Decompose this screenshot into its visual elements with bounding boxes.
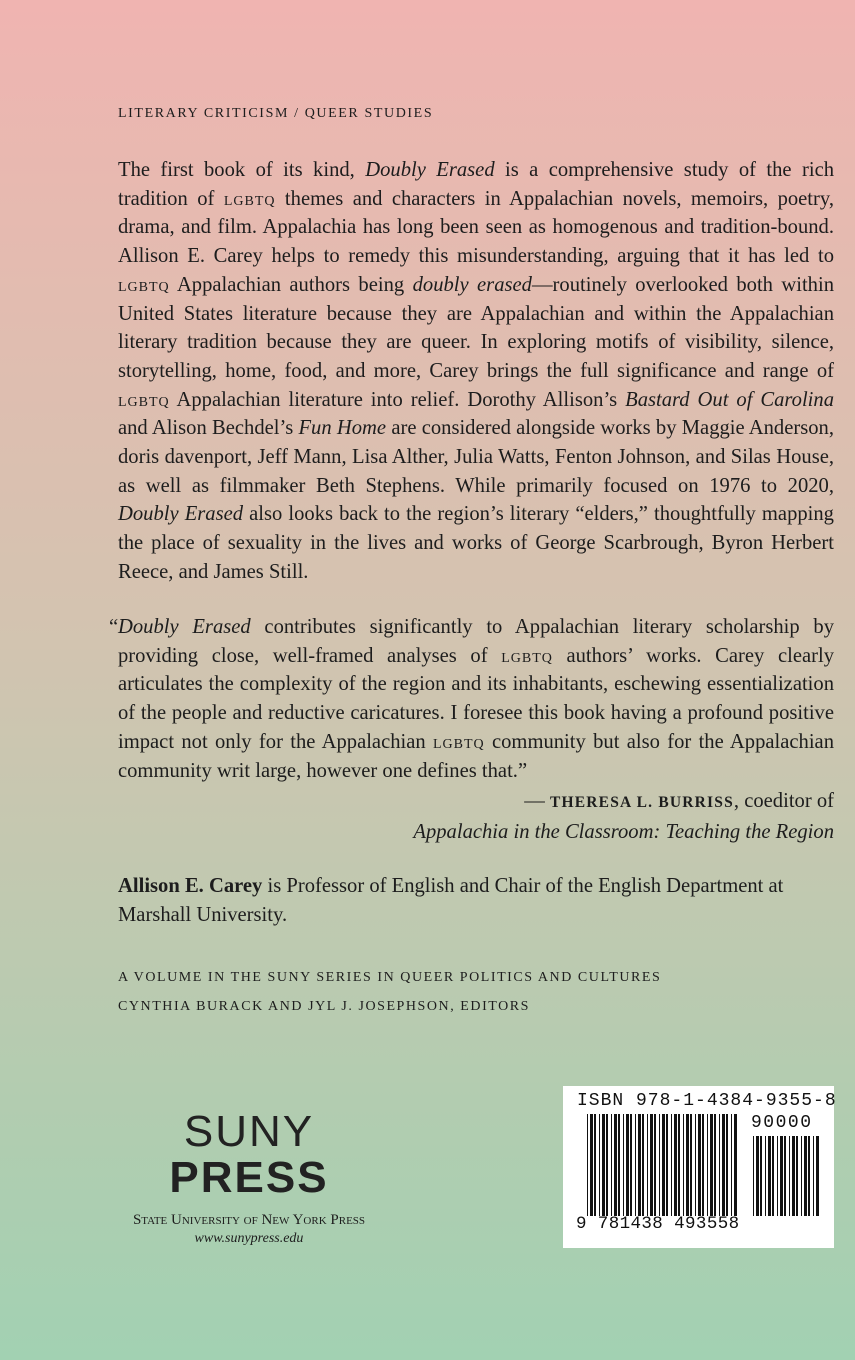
- barcode-bar: [719, 1114, 720, 1216]
- author-name: Allison E. Carey: [118, 875, 263, 897]
- barcode-bar: [707, 1114, 708, 1216]
- barcode-bar: [777, 1136, 778, 1216]
- barcode-bar: [638, 1114, 641, 1216]
- barcode-bar: [594, 1114, 596, 1216]
- barcode-bar: [674, 1114, 677, 1216]
- category-label: LITERARY CRITICISM / QUEER STUDIES: [118, 106, 434, 121]
- barcode-bar: [726, 1114, 728, 1216]
- author-bio: Allison E. Carey is Professor of English and Chair of the English Department at Marshall University.: [118, 875, 784, 926]
- barcode-bar: [654, 1114, 656, 1216]
- barcode-bar: [683, 1114, 684, 1216]
- barcode-bar: [722, 1114, 725, 1216]
- barcode-bar: [618, 1114, 620, 1216]
- barcode-bar: [650, 1114, 653, 1216]
- barcode-bar: [587, 1114, 588, 1216]
- barcode-bar: [642, 1114, 644, 1216]
- barcode-bar: [626, 1114, 629, 1216]
- barcode-bar: [753, 1136, 754, 1216]
- barcode-bar: [635, 1114, 636, 1216]
- description-paragraph: The first book of its kind, Doubly Erased is a comprehensive study of the rich tradition of lgbtq themes and characters in Appalachian novels, memoirs, poetry, drama, and film. Appalachia has long been seen as homogenous and tradition-bound. Allison E. Carey helps to remedy this misunderstanding, arguing that it has led to lgbtq Appalachian authors being doubly erased—routinely overlooked both within United States literature because they are Appalachian and within the Appalachian literary tradition because they are queer. In exploring motifs of visibility, silence, storytelling, home, food, and more, Carey brings the full significance and range of lgbtq Appalachian literature into relief. Dorothy Allison’s Bastard Out of Carolina and Alison Bechdel’s Fun Home are considered alongside works by Maggie Anderson, doris davenport, Jeff Mann, Lisa Alther, Julia Watts, Fenton Johnson, and Silas House, as well as filmmaker Beth Stephens. While primarily focused on 1976 to 2020, Doubly Erased also looks back to the region’s literary “elders,” thoughtfully mapping the place of sexuality in the lives and works of George Scarbrough, Byron Herbert Reece, and James Still.: [118, 159, 834, 583]
- barcode-bar: [698, 1114, 701, 1216]
- barcode-bar: [695, 1114, 696, 1216]
- series-title: A VOLUME IN THE SUNY SERIES IN QUEER POLITICS AND CULTURES: [118, 970, 662, 985]
- barcode-bar: [630, 1114, 632, 1216]
- barcode-bar: [804, 1136, 807, 1216]
- barcode-bar: [714, 1114, 716, 1216]
- isbn-barcode: [563, 1086, 837, 1248]
- endorser-work-title: Appalachia in the Classroom: Teaching the Region: [413, 820, 834, 843]
- barcode-bar: [768, 1136, 771, 1216]
- barcode-bar: [659, 1114, 660, 1216]
- publisher-name: State University of New York Press: [132, 1212, 366, 1228]
- barcode-bar: [599, 1114, 600, 1216]
- barcode-bar: [671, 1114, 672, 1216]
- ean-digits: 9 781438 493558: [576, 1214, 740, 1234]
- logo-suny-text: SUNY: [183, 1107, 315, 1156]
- barcode-bar: [813, 1136, 814, 1216]
- publisher-url: www.sunypress.edu: [194, 1231, 304, 1246]
- endorsement-attribution: — THERESA L. BURRISS, coeditor of Appalachia in the Classroom: Teaching the Region: [413, 790, 834, 843]
- barcode-bar: [602, 1114, 605, 1216]
- barcode-bar: [731, 1114, 732, 1216]
- barcode-bar: [772, 1136, 774, 1216]
- barcode-bar: [789, 1136, 790, 1216]
- barcode-bar: [756, 1136, 759, 1216]
- barcode-bar: [590, 1114, 593, 1216]
- barcode-bar: [760, 1136, 762, 1216]
- barcode-bar: [780, 1136, 783, 1216]
- endorsement-quote: “ Doubly Erased contributes significantly to Appalachian literary scholarship by providing close, well-framed analyses of lgbtq authors’ works. Carey clearly articulates the complexity of the region and its inhabitants, eschewing essentialization of the people and reductive caricatures. I foresee this book having a profound positive impact not only for the Appalachian lgbtq community but also for the Appalachian community writ large, however one defines that.”: [109, 616, 834, 782]
- barcode-bar: [606, 1114, 608, 1216]
- barcode-bar: [662, 1114, 665, 1216]
- barcode-bar: [702, 1114, 704, 1216]
- barcode-bar: [623, 1114, 624, 1216]
- addon-barcode-bars: [753, 1136, 819, 1216]
- barcode-bar: [792, 1136, 795, 1216]
- ean-barcode-bars: [587, 1114, 737, 1216]
- barcode-bar: [678, 1114, 680, 1216]
- barcode-bar: [796, 1136, 798, 1216]
- barcode-bar: [765, 1136, 766, 1216]
- barcode-bar: [614, 1114, 617, 1216]
- barcode-bar: [611, 1114, 612, 1216]
- series-editors: CYNTHIA BURACK AND JYL J. JOSEPHSON, EDITORS: [118, 998, 531, 1014]
- barcode-bar: [734, 1114, 737, 1216]
- barcode-bar: [647, 1114, 648, 1216]
- barcode-bar: [690, 1114, 692, 1216]
- endorser-name: THERESA L. BURRISS: [549, 794, 734, 811]
- price-code: 90000: [751, 1113, 813, 1133]
- series-info: [118, 964, 834, 1021]
- logo-press-text: PRESS: [169, 1153, 329, 1202]
- barcode-bar: [808, 1136, 810, 1216]
- barcode-bar: [710, 1114, 713, 1216]
- barcode-bar: [666, 1114, 668, 1216]
- publisher-logo: [118, 1107, 380, 1247]
- barcode-bar: [784, 1136, 786, 1216]
- barcode-bar: [686, 1114, 689, 1216]
- barcode-bar: [816, 1136, 819, 1216]
- barcode-bar: [801, 1136, 802, 1216]
- isbn-label: ISBN 978-1-4384-9355-8: [577, 1091, 837, 1111]
